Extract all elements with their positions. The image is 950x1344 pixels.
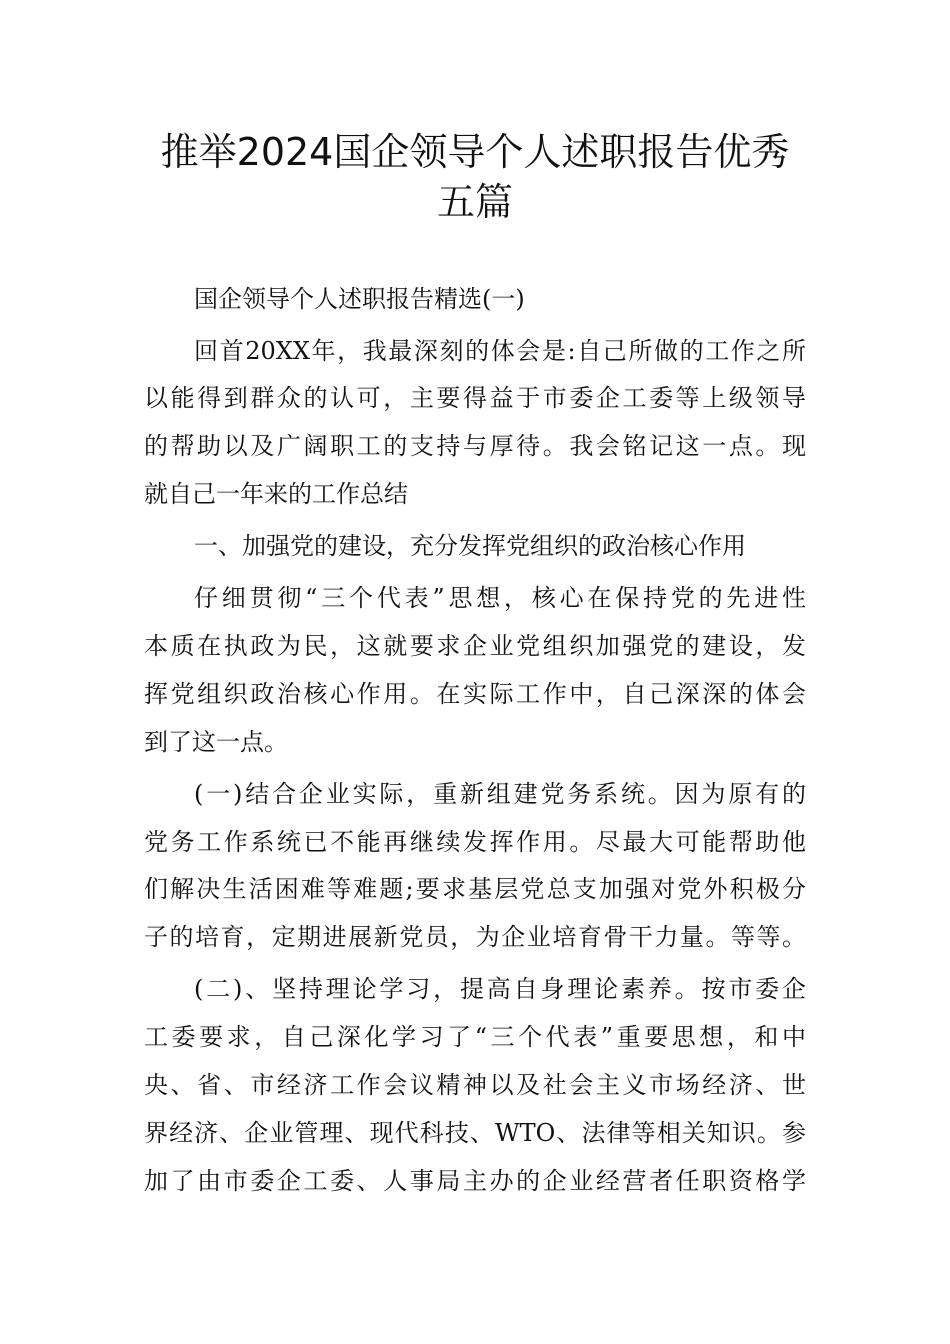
- paragraph-line: 加了由市委企工委、人事局主办的企业经营者任职资格学: [144, 1167, 806, 1195]
- paragraph-line: 挥党组织政治核心作用。在实际工作中，自己深深的体会: [144, 680, 806, 708]
- paragraph-line: 界经济、企业管理、现代科技、WTO、法律等相关知识。参: [144, 1119, 806, 1147]
- paragraph-line: 回首20XX年，我最深刻的体会是:自己所做的工作之所: [194, 337, 806, 365]
- paragraph-line: 央、省、市经济工作会议精神以及社会主义市场经济、世: [144, 1071, 806, 1099]
- paragraph-line: 子的培育，定期进展新党员，为企业培育骨干力量。等等。: [144, 923, 806, 951]
- paragraph-line: 的帮助以及广阔职工的支持与厚待。我会铭记这一点。现: [144, 432, 806, 460]
- paragraph-line: 就自己一年来的工作总结: [144, 480, 408, 508]
- paragraph-line: 到了这一点。: [144, 728, 288, 756]
- paragraph-line: 工委要求，自己深化学习了“三个代表”重要思想，和中: [144, 1023, 806, 1051]
- paragraph-line: 党务工作系统已不能再继续发挥作用。尽最大可能帮助他: [144, 828, 806, 856]
- paragraph-line: (二)、坚持理论学习，提高自身理论素养。按市委企: [194, 975, 806, 1003]
- paragraph-line: 以能得到群众的认可，主要得益于市委企工委等上级领导: [144, 384, 806, 412]
- paragraph-line: (一)结合企业实际，重新组建党务系统。因为原有的: [194, 780, 806, 808]
- section-heading: 国企领导个人述职报告精选(一): [194, 285, 525, 313]
- document-title-line-2: 五篇: [436, 180, 513, 224]
- paragraph-heading: 一、加强党的建设，充分发挥党组织的政治核心作用: [194, 532, 746, 560]
- paragraph-line: 们解决生活困难等难题;要求基层党总支加强对党外积极分: [144, 875, 806, 903]
- paragraph-line: 本质在执政为民，这就要求企业党组织加强党的建设，发: [144, 632, 806, 660]
- document-title-line-1: 推举2024国企领导个人述职报告优秀: [160, 130, 790, 174]
- paragraph-line: 仔细贯彻“三个代表”思想，核心在保持党的先进性: [194, 584, 806, 612]
